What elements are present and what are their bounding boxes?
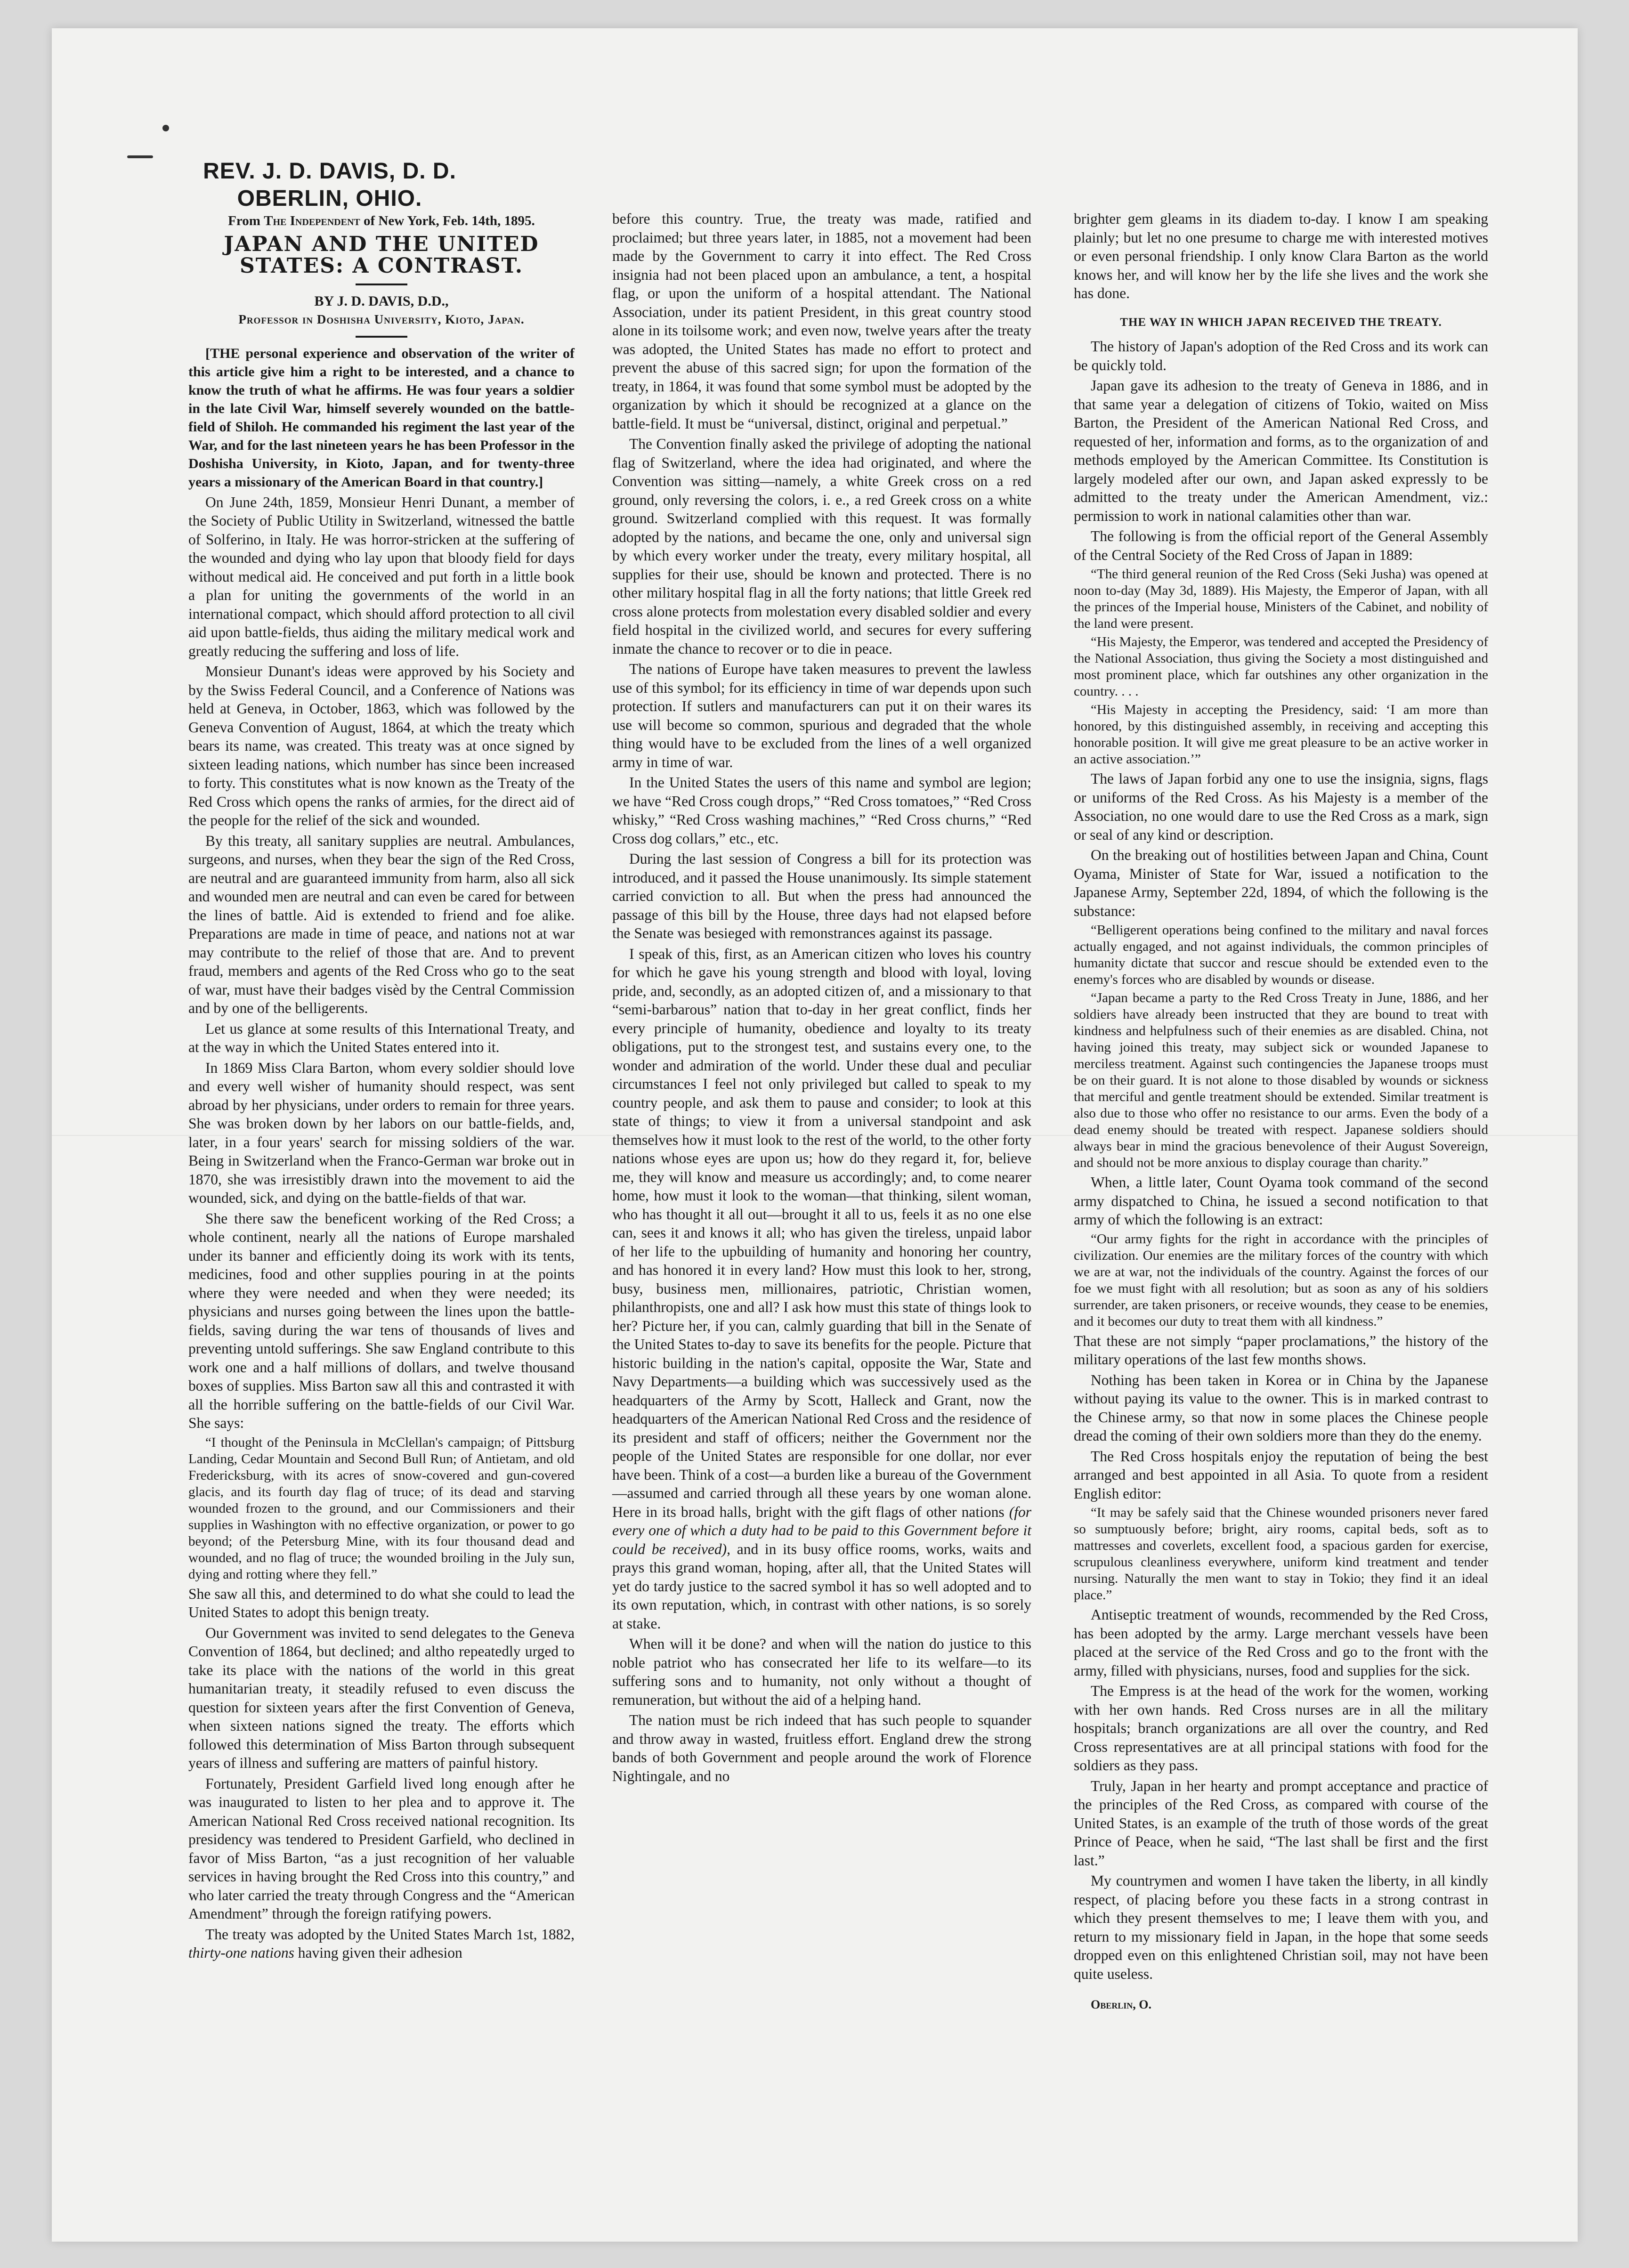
paragraph: brighter gem gleams in its diadem to-day. I know I am speaking plainly; but let no one presume to charge me with interested motives or even personal friendship. I only know Clara Barton as the world knows her, and will know her by the life she lives and the work she has done.: [1074, 211, 1488, 301]
paragraph: She there saw the beneficent working of the Red Cross; a whole continent, nearly all the nations of Europe marshaled under its banner and efficiently doing its work with its tents, medicines, food and other supplies pouring in at the points where they were needed and when they were needed; its physicians and nurses going between the lines upon the battle-fields, saving during the war tens of thousands of lives and preventing untold sufferings. She saw England contribute to this work one and a half millions of dollars, and twelve thousand boxes of supplies. Miss Barton saw all this and contrasted it with all the horrible suffering on the battle-fields of our Civil War. She says:: [188, 1210, 575, 1431]
paragraph: Our Government was invited to send delegates to the Geneva Convention of 1864, but declined; and altho repeatedly urged to take its place with the nations of the world in this great humanitarian treaty, it steadily refused to even discuss the question for sixteen years after the first Convention of Geneva, when sixteen nations signed the treaty. The efforts which followed this determination of Miss Barton through subsequent years of illness and suffering are matters of painful history.: [188, 1624, 575, 1771]
italic-aside: (for every one of which a duty had to be paid to this Government before it could be received): [612, 1503, 1031, 1557]
paragraph: The Empress is at the head of the work for the women, working with her own hands. Red Cross nurses are in all the military hospitals; branch organizations are all over the country, and Red Cross representatives are at all principal stations with food for the soldiers as they pass.: [1074, 1683, 1488, 1774]
paragraph: Antiseptic treatment of wounds, recommended by the Red Cross, has been adopted by the army. Large merchant vessels have been placed at the service of the Red Cross and go to the front with the army, filled with physicians, nurses, food and supplies for the sick.: [1074, 1606, 1488, 1679]
ink-smudge: [127, 155, 153, 158]
paragraph: Monsieur Dunant's ideas were approved by his Society and by the Swiss Federal Council, and a Conference of Nations was held at Geneva, in October, 1863, which was followed by the Geneva Convention of August, 1864, at which the treaty which bears its name, was created. This treaty was at once signed by sixteen leading nations, which number has since been increased to forty. This constitutes what is now known as the Treaty of the Red Cross which opens the ranks of armies, for the direct aid of the people for the relief of the sick and wounded.: [188, 663, 575, 828]
paragraph: The following is from the official report of the General Assembly of the Central Society of the Red Cross of Japan in 1889:: [1074, 528, 1488, 563]
report-quote: “The third general reunion of the Red Cross (Seki Jusha) was opened at noon to-day (May 3d, 1889). His Majesty, the Emperor of Japan, with all the princes of the Imperial house, Ministers of the Cabinet, and nobility of the land were present.: [1074, 567, 1488, 631]
paragraph: Nothing has been taken in Korea or in China by the Japanese without paying its value to the owner. This is in marked contrast to the Chinese army, so that now in some places the Chinese people dread the coming of their own soldiers more than they do the enemy.: [1074, 1371, 1488, 1444]
report-quote: “His Majesty, the Emperor, was tendered and accepted the Presidency of the National Association, thus giving the Society a most distinguished and most prominent place, which far outshines any other organization in the country. . . .: [1074, 634, 1488, 699]
paragraph: In 1869 Miss Clara Barton, whom every soldier should love and every well wisher of humanity should respect, was sent abroad by her physicians, under orders to remain for three years. She was broken down by her labors on our battle-fields, and, later, in a four years' search for missing soldiers of the war. Being in Switzerland when the Franco-German war broke out in 1870, she was irresistibly drawn into the movement to aid the wounded, sick, and dying on the battle-fields of that war.: [188, 1059, 575, 1206]
paragraph: In the United States the users of this name and symbol are legion; we have “Red Cross cough drops,” “Red Cross tomatoes,” “Red Cross whisky,” “Red Cross washing machines,” “Red Cross churns,” “Red Cross dog collars,” etc., etc.: [612, 774, 1031, 847]
column-1: [188, 213, 575, 1964]
paragraph: before this country. True, the treaty was made, ratified and proclaimed; but three years later, in 1885, not a movement had been made by the Government to carry it into effect. The Red Cross insignia had not been placed upon an ambulance, a tent, a hospital flag, or upon the uniform of a hospital attendant. The National Association, under its patient President, in this great country stood alone in its toilsome work; and even now, twelve years after the treaty was adopted, the United States has made no effort to protect and prevent the abuse of this sacred sign; for upon the formation of the treaty, in 1864, it was found that some symbol must be adopted by the organization by which it should be recognized at a glance on the battle-field. It must be “universal, distinct, original and perpetual.”: [612, 211, 1031, 432]
paragraph: The Convention finally asked the privilege of adopting the national flag of Switzerland, where the idea had originated, and where the Convention was sitting—namely, a white Greek cross on a red ground, only reversing the colors, i. e., a red Greek cross on a white ground. Switzerland complied with this request. It was formally adopted by the nations, and became the one, only and universal sign by which every worker under the treaty, every military hospital, all supplies for their use, should be known and protected. There is no other military hospital flag in all the forty nations; that little Greek red cross alone protects from molestation every disabled soldier and every field hospital in the civilized world, and secures for every suffering inmate the chance to recover or to die in peace.: [612, 436, 1031, 657]
notification-quote: “Belligerent operations being confined to the military and naval forces actually engaged, and not against individuals, the common principles of humanity dictate that succor and rescue should be extended even to the enemy's forces who are disabled by wounds or disease.: [1074, 923, 1488, 987]
column-2: [612, 210, 1031, 1787]
paragraph: The treaty was adopted by the United States March 1st, 1882, thirty-one nations having given their adhesion: [188, 1926, 575, 1961]
source-line: From The Independent of New York, Feb. 14th, 1895.: [228, 213, 535, 228]
signoff-location: Oberlin, O.: [1091, 1998, 1151, 2011]
notification-quote: “Japan became a party to the Red Cross Treaty in June, 1886, and her soldiers have already been instructed that they are bound to treat with kindness and helpfulness such of their enemies as are disabled. China, not having joined this treaty, may subject sick or wounded Japanese to merciless treatment. Against such contingencies the Japanese troops must be on their guard. It is not alone to those disabled by wounds or sickness that merciful and gentle treatment should be extended. Similar treatment is also due to those who offer no resistance to our arms. Even the body of a dead enemy should be treated with respect. Japanese soldiers should always bear in mind the gracious benevolence of their August Sovereign, and should not be more anxious to display courage than charity.”: [1074, 990, 1488, 1170]
paragraph: I speak of this, first, as an American citizen who loves his country for which he gave his young strength and blood with loyal, loving pride, and, secondly, as an adopted citizen of, and a missionary to that “semi-barbarous” nation that to-day in her great conflict, finds her every principle of humanity, obedience and loyalty to its treaty obligations, put to the strongest test, and sustains every one, to the wonder and admiration of the world. Under these dual and peculiar circumstances I feel not only privileged but called to speak to my country people, and ask them to pause and consider; to look at this state of things; to view it from a universal standpoint and ask themselves how it must look to the rest of the world, to the other forty nations whose eyes are upon us; how do they regard it, for, believe me, they will know and measure us accordingly; and, to come nearer home, how must it look to the woman—that thinking, silent woman, who has thought it all out—brought it all to us, feels it as no one else can, sees it and knows it all; who has given the tireless, unpaid labor of her life to the upbuilding of humanity and honoring her country, and has honored it in every land? How must this look to her, strong, busy, business men, millionaires, patriotic, Christian women, philanthropists, one and all? I ask how must this state of things look to her? Picture her, if you can, calmly guarding that bill in the Senate of the United States to-day to save its benefits for the people. Picture that historic building in the nation's capital, opposite the War, State and Navy Departments—a building which was successively used as the headquarters of the Army by Scott, Halleck and Grant, now the headquarters of the American National Red Cross and the residence of its president and staff of officers; neither the Government nor the people of the United States are responsible for one dollar, nor ever have been. Think of a cost—a burden like a bureau of the Government—assumed and carried through all these years by one woman alone. Here in its broad halls, bright with the gift flags of other nations (for every one of which a duty had to be paid to this Government before it could be received), and in its busy office rooms, works, waits and prays this grand woman, hoping, after all, that the United States will yet do tardy justice to the sacred symbol it has so well adopted and to its own reputation, which, in contrast with other nations, is so sorely at stake.: [612, 945, 1031, 1632]
paragraph: On the breaking out of hostilities between Japan and China, Count Oyama, Minister of State for War, issued a notification to the Japanese Army, September 22d, 1894, of which the following is the substance:: [1074, 847, 1488, 919]
paragraph: Let us glance at some results of this International Treaty, and at the way in which the United States entered into it.: [188, 1020, 575, 1055]
paragraph: My countrymen and women I have taken the liberty, in all kindly respect, of placing before you these facts in a strong contrast in which they present themselves to me; I leave them with you, and return to my missionary field in Japan, in the hope that some seeds dropped even on this enlightened Christian soil, may not have been quite useless.: [1074, 1872, 1488, 1982]
ink-smudge: [162, 125, 169, 131]
byline: BY J. D. DAVIS, D.D.,: [314, 293, 449, 309]
publication-name: The Independent: [264, 213, 360, 228]
paragraph: The nation must be rich indeed that has such people to squander and throw away in wasted, fruitless effort. England drew the strong bands of both Government and people around the work of Florence Nightingale, and no: [612, 1712, 1031, 1784]
divider-rule: [356, 284, 407, 285]
paragraph: The Red Cross hospitals enjoy the reputation of being the best arranged and best appointed in all Asia. To quote from a resident English editor:: [1074, 1448, 1488, 1502]
paragraph: The history of Japan's adoption of the Red Cross and its work can be quickly told.: [1074, 338, 1488, 373]
header-name: REV. J. D. DAVIS, D. D.: [203, 159, 456, 184]
section-subheading: THE WAY IN WHICH JAPAN RECEIVED THE TREATY.: [1120, 316, 1442, 329]
paragraph: The laws of Japan forbid any one to use the insignia, signs, flags or uniforms of the Red Cross. As his Majesty is a member of the Association, no one would dare to use the Red Cross as a mark, sign or seal of any kind or description.: [1074, 770, 1488, 843]
editor-quote: “It may be safely said that the Chinese wounded prisoners never fared so sumptuously before; bright, airy rooms, capital beds, soft as to mattresses and coverlets, excellent food, a spacious garden for exercise, scrupulous cleanliness everywhere, uniform kind treatment and tender nursing. Naturally the men want to stay in Tokio; they find it an ideal place.”: [1074, 1505, 1488, 1603]
paragraph: When, a little later, Count Oyama took command of the second army dispatched to China, he issued a second notification to that army of which the following is an extract:: [1074, 1174, 1488, 1228]
document-header: [188, 158, 471, 212]
paragraph: Japan gave its adhesion to the treaty of Geneva in 1886, and in that same year a delegation of citizens of Tokio, waited on Miss Barton, the President of the American National Red Cross, and requested of her, information and forms, as to the organization of and methods employed by the American Committee. Its Constitution is largely modeled after our own, and Japan asked expressly to be admitted to the treaty under the American Amendment, viz.: permission to work in national calamities other than war.: [1074, 377, 1488, 524]
article-title: JAPAN AND THE UNITED STATES: A CONTRAST.: [224, 232, 539, 278]
author-affiliation: Professor in Doshisha University, Kioto, Japan.: [238, 312, 525, 326]
paragraph: The nations of Europe have taken measures to prevent the lawless use of this symbol; for its efficiency in time of war depends upon such protection. If sutlers and manufacturers can put it on their wares its use will become so common, spurious and degraded that the whole thing would have to be excluded from the lines of a well organized army in time of war.: [612, 661, 1031, 770]
paragraph: That these are not simply “paper proclamations,” the history of the military operations of the last few months shows.: [1074, 1332, 1488, 1368]
column-3: [1074, 210, 1488, 2014]
document-page: [52, 28, 1578, 2242]
paragraph: During the last session of Congress a bill for its protection was introduced, and it passed the House unanimously. Its simple statement carried conviction to all. But when the press had announced the passage of this bill by the House, three days had not elapsed before the Senate was besieged with remonstrances against its passage.: [612, 850, 1031, 941]
barton-quote: “I thought of the Peninsula in McClellan's campaign; of Pittsburg Landing, Cedar Mountain and Second Bull Run; of Antietam, and old Fredericksburg, with its acres of snow-covered and gun-covered glacis, and its fourth day flag of truce; of its dead and starving wounded frozen to the ground, and our Commissioners and their supplies in Washington with no effective organization, or power to go beyond; of the Petersburg Mine, with its four thousand dead and wounded, and no flag of truce; the wounded broiling in the July sun, dying and rotting where they fell.”: [188, 1434, 575, 1582]
extract-quote: “Our army fights for the right in accordance with the principles of civilization. Our enemies are the military forces of the country with which we are at war, not the individuals of the country. Against the forces of our foe we must fight with all resolution; but as soon as any of his soldiers surrender, are taken prisoners, or receive wounds, they cease to be enemies, and it becomes our duty to treat them with all kindness.”: [1074, 1231, 1488, 1329]
paragraph: On June 24th, 1859, Monsieur Henri Dunant, a member of the Society of Public Utility in Switzerland, witnessed the battle of Solferino, in Italy. He was horror-stricken at the suffering of the wounded and dying who lay upon that bloody field for days without medical aid. He conceived and put forth in a little book a plan for uniting the governments of the world in an international compact, which should afford protection to all civil aid upon battle-fields, thus aiding the military medical work and greatly reducing the suffering and loss of life.: [188, 494, 575, 659]
report-quote: “His Majesty in accepting the Presidency, said: ‘I am more than honored, by this distinguished assembly, in receiving and accepting this honorable position. It will give me great pleasure to be an active worker in an active association.’”: [1074, 702, 1488, 767]
paragraph: When will it be done? and when will the nation do justice to this noble patriot who has consecrated her life to its welfare—to its suffering sons and to humanity, not only without a thought of remuneration, but without the aid of a helping hand.: [612, 1636, 1031, 1708]
editor-preface: [THE personal experience and observation of the writer of this article give him a right to be interested, and a chance to know the truth of what he affirms. He was four years a soldier in the late Civil War, himself severely wounded on the battle-field of Shiloh. He commanded his regiment the last year of the War, and for the last nineteen years he has been Professor in the Doshisha University, in Kioto, Japan, and for twenty-three years a missionary of the American Board in that country.]: [188, 345, 575, 490]
paragraph: She saw all this, and determined to do what she could to lead the United States to adopt this benign treaty.: [188, 1585, 575, 1620]
paragraph: Truly, Japan in her hearty and prompt acceptance and practice of the principles of the Red Cross, as compared with course of the United States, is an example of the truth of those words of the great Prince of Peace, when he said, “The last shall be first and the first last.”: [1074, 1777, 1488, 1869]
paragraph: By this treaty, all sanitary supplies are neutral. Ambulances, surgeons, and nurses, when they bear the sign of the Red Cross, are neutral and are guaranteed immunity from harm, also all sick and wounded men are neutral and can even be cared for between the lines of battle. Aid is extended to friend and foe alike. Preparations are made in time of peace, and nations not at war may contribute to the relief of those that are. And to prevent fraud, members and agents of the Red Cross who go to the seat of war, must have their badges visèd by the Central Commission and by one of the belligerents.: [188, 832, 575, 1016]
divider-rule: [356, 336, 407, 338]
header-location: OBERLIN, OHIO.: [237, 186, 422, 211]
paragraph: Fortunately, President Garfield lived long enough after he was inaugurated to listen to her plea and to approve it. The American National Red Cross received national recognition. Its presidency was tendered to President Garfield, who declined in favor of Miss Barton, “as a just recognition of her valuable services in having brought the Red Cross into this country,” and who later carried the treaty through Congress and the “American Amendment” through the foreign ratifying powers.: [188, 1775, 575, 1922]
